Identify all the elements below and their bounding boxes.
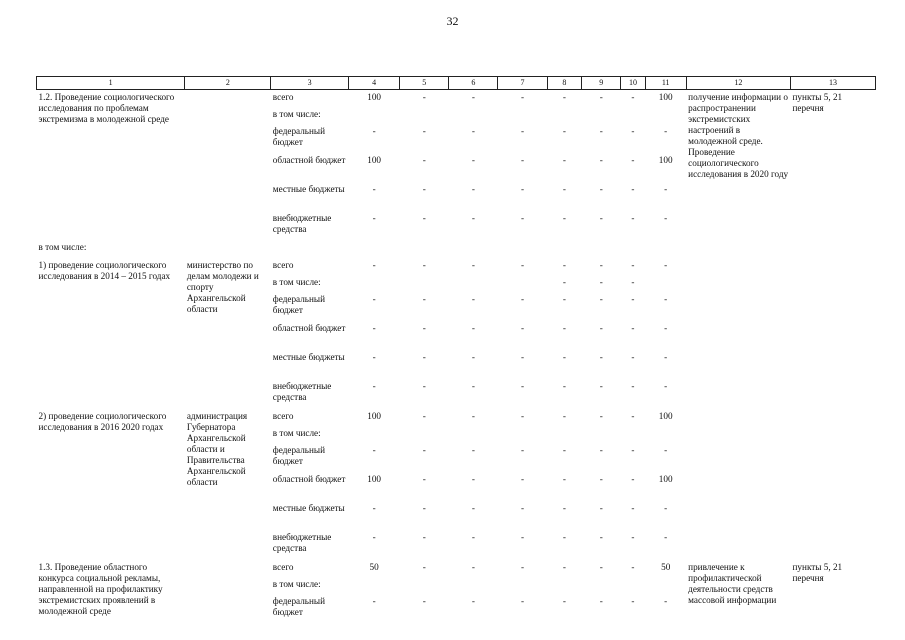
header-row <box>37 77 876 90</box>
amount-cell: - <box>664 126 668 136</box>
amount-cell: - <box>520 445 524 455</box>
amount-cell: - <box>422 92 426 102</box>
amount-cell: - <box>422 323 426 333</box>
column-header: 2 <box>185 77 271 90</box>
funding-source: федеральный бюджет <box>272 294 325 315</box>
amount-cell: - <box>631 445 635 455</box>
amount-cell: - <box>631 184 635 194</box>
amount-cell <box>349 276 400 293</box>
amount-cell: - <box>471 294 475 304</box>
amount-cell: - <box>562 562 566 572</box>
amount-cell <box>582 578 621 595</box>
table-row <box>37 560 876 578</box>
funding-source: федеральный бюджет <box>272 126 325 147</box>
amount-cell: - <box>520 323 524 333</box>
amount-cell: - <box>471 474 475 484</box>
amount-cell <box>498 276 547 293</box>
amount-cell: - <box>471 596 475 606</box>
amount-cell: - <box>664 323 668 333</box>
amount-cell: - <box>562 503 566 513</box>
amount-cell: - <box>471 213 475 223</box>
amount-cell: - <box>471 92 475 102</box>
amount-cell: - <box>520 260 524 270</box>
amount-cell <box>582 108 621 125</box>
amount-cell: - <box>372 126 376 136</box>
funding-source: всего <box>272 562 294 572</box>
column-header: 13 <box>791 77 876 90</box>
amount-cell: - <box>599 155 603 165</box>
executor <box>185 560 271 624</box>
table-row <box>37 90 876 109</box>
amount-cell: 100 <box>367 411 382 421</box>
amount-cell <box>449 427 498 444</box>
amount-cell: - <box>664 213 668 223</box>
amount-cell: - <box>631 532 635 542</box>
table-row <box>37 409 876 427</box>
amount-cell: - <box>422 562 426 572</box>
amount-cell <box>498 578 547 595</box>
amount-cell: - <box>599 213 603 223</box>
amount-cell: 100 <box>658 474 673 484</box>
amount-cell: - <box>631 596 635 606</box>
funding-source: в том числе: <box>272 109 321 119</box>
amount-cell: - <box>422 596 426 606</box>
amount-cell: - <box>372 596 376 606</box>
executor: администрация Губернатора Архангельской области и Правительства Архангельской области <box>186 411 248 487</box>
column-header: 3 <box>271 77 349 90</box>
funding-source: местные бюджеты <box>272 184 345 194</box>
amount-cell: - <box>520 155 524 165</box>
amount-cell: - <box>631 126 635 136</box>
amount-cell: - <box>631 352 635 362</box>
amount-cell: - <box>599 294 603 304</box>
amount-cell: - <box>631 381 635 391</box>
amount-cell <box>400 108 449 125</box>
amount-cell: - <box>471 445 475 455</box>
amount-cell: - <box>562 126 566 136</box>
amount-cell: - <box>664 503 668 513</box>
amount-cell <box>400 578 449 595</box>
table-row <box>37 258 876 276</box>
amount-cell: - <box>562 92 566 102</box>
funding-source: внебюджетные средства <box>272 381 332 402</box>
expected-result: получение информации о распространении экстремистских настроений в молодежной среде. Проведение социологического исследования в 2020 году <box>688 92 789 179</box>
amount-cell <box>621 578 646 595</box>
amount-cell <box>645 427 686 444</box>
column-header: 5 <box>400 77 449 90</box>
amount-cell <box>621 427 646 444</box>
program-table <box>36 76 876 624</box>
amount-cell <box>547 427 582 444</box>
amount-cell: - <box>599 474 603 484</box>
amount-cell: 100 <box>658 155 673 165</box>
column-header: 4 <box>349 77 400 90</box>
amount-cell: - <box>562 411 566 421</box>
activity-title: 1.3. Проведение областного конкурса социальной рекламы, направленной на профилактику экстремистских проявлений в молодежной среде <box>38 562 163 616</box>
expected-result <box>686 258 790 409</box>
amount-cell: - <box>422 184 426 194</box>
amount-cell: 50 <box>661 562 671 572</box>
amount-cell: - <box>562 184 566 194</box>
funding-source: местные бюджеты <box>272 503 345 513</box>
amount-cell <box>498 108 547 125</box>
reference: пункты 5, 21 перечня <box>792 562 843 583</box>
amount-cell: - <box>520 92 524 102</box>
executor <box>185 90 271 242</box>
amount-cell: - <box>520 532 524 542</box>
amount-cell: - <box>631 411 635 421</box>
amount-cell <box>645 108 686 125</box>
amount-cell: - <box>562 474 566 484</box>
amount-cell: - <box>372 213 376 223</box>
amount-cell: - <box>599 381 603 391</box>
funding-source: в том числе: <box>272 428 321 438</box>
amount-cell: - <box>471 381 475 391</box>
amount-cell: - <box>471 323 475 333</box>
amount-cell: - <box>631 260 635 270</box>
amount-cell: - <box>422 352 426 362</box>
amount-cell: - <box>520 503 524 513</box>
amount-cell <box>400 427 449 444</box>
amount-cell: - <box>599 411 603 421</box>
amount-cell: - <box>562 294 566 304</box>
column-header: 9 <box>582 77 621 90</box>
amount-cell: - <box>520 294 524 304</box>
amount-cell: - <box>471 532 475 542</box>
amount-cell <box>349 427 400 444</box>
amount-cell: - <box>520 411 524 421</box>
amount-cell: - <box>372 260 376 270</box>
amount-cell: - <box>631 92 635 102</box>
amount-cell <box>547 108 582 125</box>
amount-cell: - <box>372 352 376 362</box>
amount-cell: - <box>372 323 376 333</box>
amount-cell: - <box>664 294 668 304</box>
amount-cell: - <box>520 381 524 391</box>
amount-cell: - <box>631 155 635 165</box>
amount-cell <box>400 276 449 293</box>
amount-cell: - <box>422 503 426 513</box>
amount-cell: - <box>664 184 668 194</box>
amount-cell: - <box>631 213 635 223</box>
amount-cell <box>645 578 686 595</box>
amount-cell: - <box>562 323 566 333</box>
amount-cell: - <box>631 294 635 304</box>
amount-cell: - <box>372 381 376 391</box>
funding-source: всего <box>272 92 294 102</box>
amount-cell: - <box>422 445 426 455</box>
amount-cell: - <box>664 260 668 270</box>
amount-cell: - <box>372 503 376 513</box>
amount-cell: - <box>664 596 668 606</box>
column-header: 8 <box>547 77 582 90</box>
funding-source: всего <box>272 260 294 270</box>
amount-cell: - <box>562 532 566 542</box>
amount-cell: - <box>422 294 426 304</box>
amount-cell: - <box>471 352 475 362</box>
amount-cell: - <box>631 474 635 484</box>
activity-title: 1) проведение социологического исследования в 2014 – 2015 годах <box>38 260 171 281</box>
funding-source: местные бюджеты <box>272 352 345 362</box>
column-header: 1 <box>37 77 185 90</box>
funding-source: всего <box>272 411 294 421</box>
page-number: 32 <box>446 14 459 28</box>
amount-cell: 100 <box>367 155 382 165</box>
amount-cell: - <box>599 503 603 513</box>
amount-cell: 100 <box>658 411 673 421</box>
funding-source: федеральный бюджет <box>272 445 325 466</box>
amount-cell: - <box>562 445 566 455</box>
amount-cell: - <box>471 411 475 421</box>
amount-cell: - <box>664 532 668 542</box>
reference <box>791 258 876 409</box>
funding-source: областной бюджет <box>272 474 346 484</box>
column-header: 11 <box>645 77 686 90</box>
column-header: 10 <box>621 77 646 90</box>
amount-cell: 100 <box>367 474 382 484</box>
amount-cell: - <box>599 532 603 542</box>
amount-cell: - <box>599 596 603 606</box>
amount-cell: - <box>422 474 426 484</box>
amount-cell: - <box>422 126 426 136</box>
amount-cell: - <box>599 323 603 333</box>
amount-cell: - <box>664 352 668 362</box>
amount-cell: 100 <box>658 92 673 102</box>
amount-cell: - <box>562 352 566 362</box>
column-header: 12 <box>686 77 790 90</box>
amount-cell: - <box>422 213 426 223</box>
expected-result: привлечение к профилактической деятельности средств массовой информации <box>688 562 777 605</box>
column-header: 6 <box>449 77 498 90</box>
amount-cell: - <box>471 562 475 572</box>
amount-cell: - <box>471 126 475 136</box>
amount-cell: - <box>599 445 603 455</box>
amount-cell: - <box>664 445 668 455</box>
amount-cell: - <box>631 277 635 287</box>
executor: министерство по делам молодежи и спорту Архангельской области <box>186 260 259 314</box>
expected-result <box>686 409 790 560</box>
column-header: 7 <box>498 77 547 90</box>
funding-source: в том числе: <box>272 277 321 287</box>
amount-cell: - <box>372 184 376 194</box>
amount-cell: - <box>599 352 603 362</box>
funding-source: областной бюджет <box>272 155 346 165</box>
amount-cell <box>621 108 646 125</box>
amount-cell: - <box>562 213 566 223</box>
amount-cell: - <box>599 277 603 287</box>
amount-cell <box>645 276 686 293</box>
amount-cell: - <box>422 411 426 421</box>
amount-cell: - <box>631 503 635 513</box>
amount-cell: - <box>422 532 426 542</box>
amount-cell <box>449 276 498 293</box>
amount-cell <box>547 578 582 595</box>
amount-cell: - <box>422 381 426 391</box>
amount-cell: - <box>599 184 603 194</box>
amount-cell: - <box>422 260 426 270</box>
amount-cell: 50 <box>369 562 379 572</box>
amount-cell: - <box>471 184 475 194</box>
amount-cell: - <box>599 562 603 572</box>
amount-cell: - <box>372 532 376 542</box>
amount-cell: - <box>664 381 668 391</box>
amount-cell: - <box>562 155 566 165</box>
amount-cell: - <box>599 92 603 102</box>
amount-cell: - <box>520 126 524 136</box>
amount-cell: - <box>599 126 603 136</box>
amount-cell <box>449 108 498 125</box>
amount-cell: - <box>520 184 524 194</box>
funding-source: федеральный бюджет <box>272 596 325 617</box>
reference: пункты 5, 21 перечня <box>792 92 843 113</box>
amount-cell: - <box>372 294 376 304</box>
amount-cell: - <box>520 596 524 606</box>
amount-cell: - <box>599 260 603 270</box>
subsection-label: в том числе: <box>38 242 87 252</box>
amount-cell: - <box>422 155 426 165</box>
amount-cell <box>349 578 400 595</box>
amount-cell: - <box>520 352 524 362</box>
amount-cell: - <box>562 381 566 391</box>
amount-cell: - <box>471 503 475 513</box>
amount-cell: - <box>520 474 524 484</box>
amount-cell: - <box>562 596 566 606</box>
funding-source: областной бюджет <box>272 323 346 333</box>
amount-cell: - <box>372 445 376 455</box>
amount-cell <box>498 427 547 444</box>
amount-cell: 100 <box>367 92 382 102</box>
table-row <box>37 241 876 258</box>
activity-title: 1.2. Проведение социологического исследования по проблемам экстремизма в молодежной среде <box>38 92 175 124</box>
funding-source: внебюджетные средства <box>272 532 332 553</box>
table-body <box>37 77 876 625</box>
amount-cell: - <box>562 277 566 287</box>
amount-cell <box>582 427 621 444</box>
amount-cell: - <box>471 155 475 165</box>
funding-source: в том числе: <box>272 579 321 589</box>
funding-source: внебюджетные средства <box>272 213 332 234</box>
amount-cell: - <box>471 260 475 270</box>
amount-cell: - <box>631 323 635 333</box>
amount-cell <box>349 108 400 125</box>
amount-cell: - <box>520 213 524 223</box>
amount-cell: - <box>520 562 524 572</box>
amount-cell: - <box>562 260 566 270</box>
reference <box>791 409 876 560</box>
activity-title: 2) проведение социологического исследования в 2016 2020 годах <box>38 411 167 432</box>
amount-cell <box>449 578 498 595</box>
amount-cell: - <box>631 562 635 572</box>
